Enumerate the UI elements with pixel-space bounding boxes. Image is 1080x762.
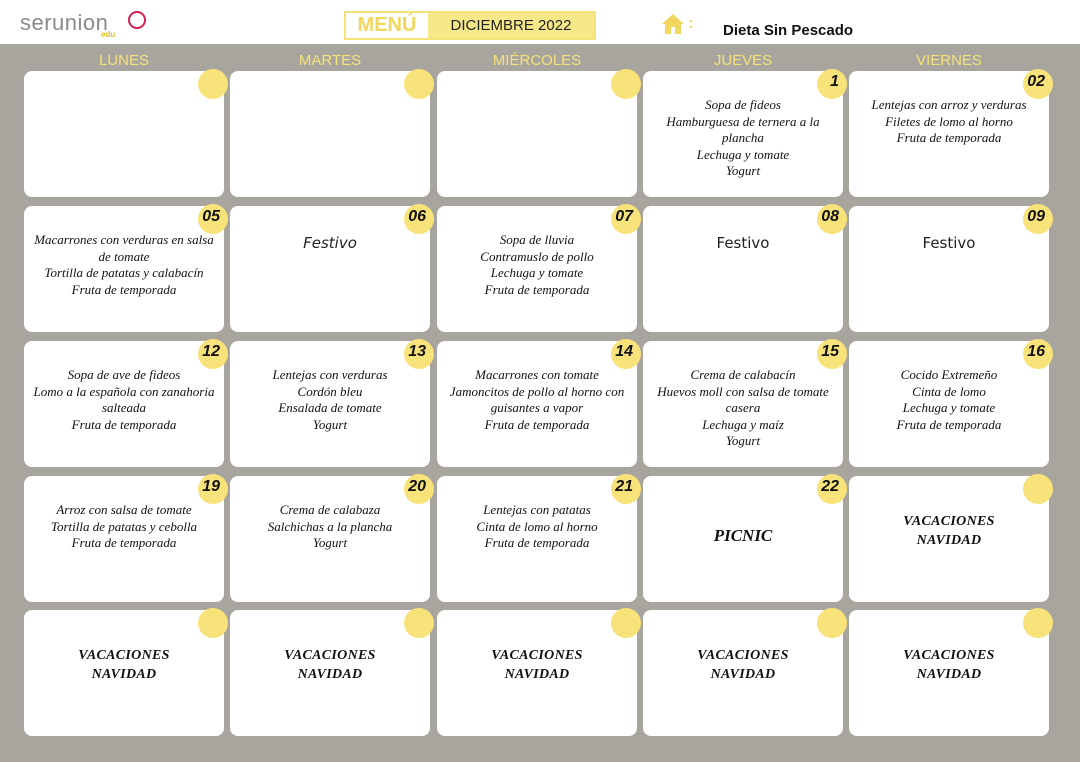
home-colon: : — [688, 15, 694, 32]
day-number-badge — [817, 608, 847, 638]
day-name-3: JUEVES — [713, 52, 773, 69]
day-number-badge — [817, 69, 847, 99]
day-number-badge — [1023, 339, 1053, 369]
vacation-label — [437, 646, 637, 684]
menu-item: Tortilla de patatas y cebolla — [50, 518, 198, 534]
day-number: 20 — [408, 478, 426, 495]
day-number: 06 — [408, 208, 426, 225]
day-cell — [643, 476, 843, 602]
day-number: 1 — [830, 73, 839, 90]
day-number-badge — [198, 69, 228, 99]
vacation-line: NAVIDAD — [916, 667, 982, 682]
day-number: 02 — [1027, 73, 1045, 90]
vacation-line: VACACIONES — [78, 648, 170, 663]
vacation-line: VACACIONES — [903, 648, 995, 663]
day-number-badge — [1023, 69, 1053, 99]
day-number: 12 — [202, 343, 220, 360]
month-label: DICIEMBRE 2022 — [428, 13, 594, 38]
vacation-label — [849, 646, 1049, 684]
menu-items — [236, 502, 424, 552]
day-number-badge — [611, 474, 641, 504]
day-number-badge — [817, 474, 847, 504]
menu-item: Yogurt — [725, 433, 761, 448]
day-number-badge — [198, 608, 228, 638]
day-number-badge — [1023, 204, 1053, 234]
menu-item: Sopa de lluvia — [499, 232, 575, 247]
menu-item: Fruta de temporada — [896, 130, 1002, 145]
day-cell — [849, 71, 1049, 197]
day-number: 21 — [615, 478, 633, 495]
day-cell — [230, 610, 430, 736]
menu-item: Fruta de temporada — [484, 535, 590, 550]
menu-items — [236, 367, 424, 433]
day-number-badge — [404, 608, 434, 638]
menu-items — [855, 367, 1043, 433]
holiday-label: Festivo — [716, 234, 770, 252]
menu-item: Yogurt — [725, 163, 761, 178]
day-cell — [24, 476, 224, 602]
brand-logo: serunion — [20, 10, 109, 35]
day-number: 14 — [615, 343, 633, 360]
day-cell — [849, 206, 1049, 332]
menu-item: Fruta de temporada — [71, 416, 177, 432]
menu-item: Crema de calabacín — [690, 367, 796, 382]
menu-items — [30, 367, 218, 433]
day-cell — [643, 206, 843, 332]
menu-item: Fruta de temporada — [484, 416, 590, 432]
menu-items — [855, 97, 1043, 147]
day-cell — [849, 341, 1049, 467]
day-cell — [437, 610, 637, 736]
picnic-label: PICNIC — [713, 526, 773, 545]
menu-item: Lechuga y tomate — [696, 146, 790, 162]
day-cell — [24, 610, 224, 736]
menu-item: Cinta de lomo — [912, 383, 986, 399]
day-number: 09 — [1027, 208, 1045, 225]
vacation-line: VACACIONES — [284, 648, 376, 663]
vacation-line: VACACIONES — [491, 648, 583, 663]
menu-item: Cinta de lomo al horno — [476, 518, 598, 534]
day-number-badge — [404, 339, 434, 369]
vacation-label — [24, 646, 224, 684]
day-cell — [230, 341, 430, 467]
menu-items — [30, 232, 218, 298]
vacation-line: VACACIONES — [903, 514, 995, 529]
day-cell — [437, 476, 637, 602]
day-number-badge — [404, 69, 434, 99]
menu-item: Yogurt — [312, 416, 348, 432]
menu-item: Jamoncitos de pollo al horno con guisantes a vapor — [449, 383, 625, 415]
day-cell — [437, 206, 637, 332]
day-number: 22 — [821, 478, 839, 495]
day-number-badge — [611, 204, 641, 234]
day-number: 16 — [1027, 343, 1045, 360]
home-icon — [661, 13, 685, 35]
vacation-line: NAVIDAD — [916, 533, 982, 548]
vacation-line: NAVIDAD — [91, 667, 157, 682]
day-number: 05 — [202, 208, 220, 225]
day-number-badge — [404, 474, 434, 504]
menu-item: Lomo a la española con zanahoria salteada — [33, 383, 215, 415]
menu-item: Sopa de ave de fideos — [67, 367, 181, 382]
day-number-badge — [1023, 608, 1053, 638]
menu-item: Macarrones con tomate — [475, 367, 599, 382]
day-number: 07 — [615, 208, 633, 225]
menu-item: Yogurt — [312, 535, 348, 550]
day-cell — [437, 71, 637, 197]
day-number: 15 — [821, 343, 839, 360]
diet-label: Dieta Sin Pescado — [723, 22, 854, 39]
menu-item: Tortilla de patatas y calabacín — [44, 265, 204, 280]
menu-item: Fruta de temporada — [71, 281, 177, 297]
day-cell — [24, 206, 224, 332]
day-cell — [643, 610, 843, 736]
menu-items — [443, 367, 631, 433]
day-name-0: LUNES — [98, 52, 150, 69]
menu-item: Lentejas con patatas — [483, 502, 591, 517]
menu-items — [443, 502, 631, 552]
menu-item: Contramuslo de pollo — [480, 248, 594, 264]
logo-mark-icon — [128, 11, 146, 29]
menu-item: Hamburguesa de ternera a la plancha — [666, 113, 820, 145]
vacation-line: NAVIDAD — [710, 667, 776, 682]
day-cell — [849, 476, 1049, 602]
menu-item: Lechuga y tomate — [902, 400, 996, 415]
menu-item: Lechuga y maíz — [702, 416, 784, 432]
vacation-line: NAVIDAD — [297, 667, 363, 682]
holiday-label: Festivo — [922, 234, 976, 252]
menu-item: Lentejas con arroz y verduras — [871, 97, 1027, 112]
day-number: 19 — [202, 478, 220, 495]
menu-item: Huevos moll con salsa de tomate casera — [657, 383, 829, 415]
menu-items — [649, 367, 837, 450]
day-cell — [643, 71, 843, 197]
menu-item: Lechuga y tomate — [490, 265, 584, 280]
menu-item: Filetes de lomo al horno — [885, 113, 1013, 129]
day-number-badge — [817, 204, 847, 234]
vacation-label — [230, 646, 430, 684]
menu-item: Fruta de temporada — [71, 535, 177, 550]
menu-items — [30, 502, 218, 552]
menu-item: Fruta de temporada — [896, 416, 1002, 432]
day-cell — [24, 71, 224, 197]
menu-item: Crema de calabaza — [279, 502, 381, 517]
menu-label: MENÚ — [357, 14, 417, 36]
menu-item: Sopa de fideos — [705, 97, 781, 112]
day-number-badge — [817, 339, 847, 369]
menu-item: Lentejas con verduras — [272, 367, 388, 382]
menu-item: Cocido Extremeño — [900, 367, 998, 382]
menu-title-box — [344, 11, 596, 40]
menu-item: Ensalada de tomate — [278, 400, 382, 415]
day-number-badge — [198, 204, 228, 234]
logo-subtext: edu — [101, 30, 116, 39]
day-number-badge — [611, 69, 641, 99]
day-cell — [230, 71, 430, 197]
vacation-label — [643, 646, 843, 684]
day-number-badge — [198, 339, 228, 369]
menu-item: Fruta de temporada — [484, 281, 590, 297]
day-number-badge — [404, 204, 434, 234]
day-name-1: MARTES — [298, 52, 362, 69]
day-cell — [849, 610, 1049, 736]
holiday-label: Festivo — [303, 234, 357, 252]
menu-item: Arroz con salsa de tomate — [56, 502, 192, 517]
vacation-label — [849, 512, 1049, 550]
vacation-line: NAVIDAD — [504, 667, 570, 682]
day-number-badge — [611, 608, 641, 638]
menu-item: Cordón bleu — [297, 383, 363, 399]
vacation-line: VACACIONES — [697, 648, 789, 663]
day-cell — [230, 476, 430, 602]
menu-item: Salchichas a la plancha — [267, 518, 393, 534]
day-number: 08 — [821, 208, 839, 225]
header — [0, 0, 1080, 44]
day-name-2: MIÉRCOLES — [492, 52, 582, 69]
day-name-4: VIERNES — [916, 52, 982, 69]
day-cell — [643, 341, 843, 467]
menu-items — [443, 232, 631, 298]
day-number-badge — [611, 339, 641, 369]
menu-items — [649, 97, 837, 180]
menu-item: Macarrones con verduras en salsa de tomate — [34, 232, 214, 264]
day-number-badge — [1023, 474, 1053, 504]
day-number-badge — [198, 474, 228, 504]
day-number: 13 — [408, 343, 426, 360]
day-cell — [24, 341, 224, 467]
day-cell — [230, 206, 430, 332]
day-cell — [437, 341, 637, 467]
